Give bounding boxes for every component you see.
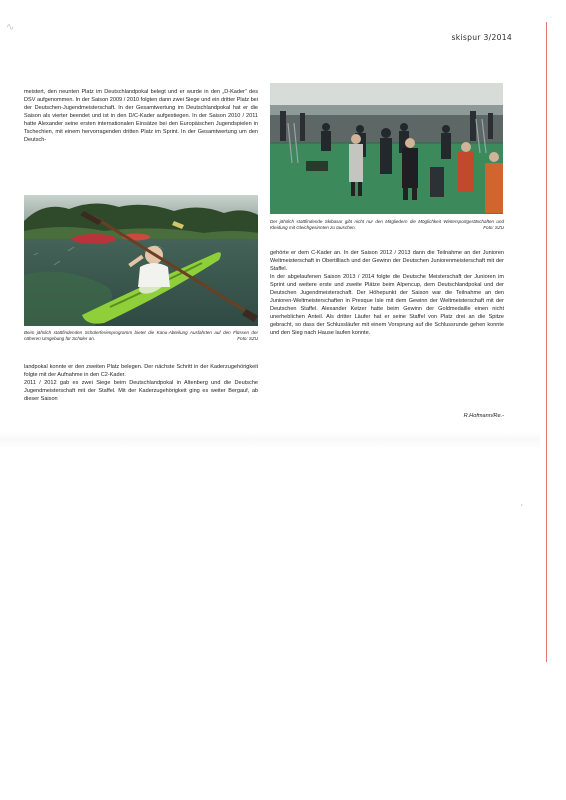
kayak-photo	[24, 195, 258, 326]
photo-credit: Foto: SZU	[237, 336, 258, 342]
article-left-column-bottom	[24, 363, 258, 403]
photo-credit: Foto: SZU	[483, 225, 504, 231]
article-right-column	[270, 249, 504, 338]
article-left-column-top	[24, 88, 258, 144]
author-signature: R.Hofmann/Re.-	[463, 413, 504, 419]
article-paragraph: gehörte er dem C-Kader an. In der Saison 2012 / 2013 dann die Teilnahme an der Junioren Weltmeisterschaft in Obertilliach und der Gewinn der Deutschen Juniorenmeisterschaft mit der Staffel.	[270, 250, 504, 273]
article-paragraph: 2011 / 2012 gab es zwei Siege beim Deutschlandpokal in Altenberg und die Deutsche Jugendmeisterschaft mit der Staffel. Mit der Kaderzugehörigkeit ging es weiter Bergauf, ab dieser Saison	[24, 380, 258, 403]
caption-text: Der jährlich stattfindende Skibasar gibt nicht nur den Mitgliedern die Möglichkeit Wintersportgerätschaften und Kleidung mit Gleichgesinnten zu tauschen.	[270, 219, 504, 231]
page-fold-shadow	[0, 432, 540, 450]
kayak-photo-caption	[24, 330, 258, 342]
ski-bazaar-photo	[270, 83, 503, 214]
corner-smudge-mark: ∿	[6, 22, 15, 33]
margin-line	[546, 22, 547, 662]
article-paragraph: landpokal konnte er den zweiten Platz belegen. Der nächste Schritt in der Kaderzugehörigkeit folgte mit der Aufnahme in den C2-Kader.	[24, 364, 258, 379]
article-paragraph: In der abgelaufenen Saison 2013 / 2014 folgte die Deutsche Meisterschaft der Junioren im Sprint und weitere erste und zweite Plätze beim Alpencup, dem Deutschlandpokal und der Deutschen Jugendmeisterschaft. Der Höhepunkt der Saison war die Teilnahme an den Junioren-Weltmeisterschaften in Presque Isle mit dem Gewinn der Weltmeisterschaft mit der Deutschen Staffel. Alexander Ketzer hatte beim Gewinn der Goldmedaille einen nicht unerheblichen Anteil. Als dritter Läufer hat er seine Staffel von Platz drei an die Spitze gebracht, so dass der Schlussläufer mit einem Vorsprung auf die Schlussrunde gehen konnte und den Sieg nach Hause laufen konnte.	[270, 274, 504, 337]
article-paragraph: meistert, den neunten Platz im Deutschlandpokal belegt und er wurde in den „D-Kader“ des DSV aufgenommen. In der Saison 2009 / 2010 folgten dann zwei Siege und ein dritter Platz bei der Deutschen-Jugendmeisterschaft. In der Gesamtwertung im Deutschlandpokal hat er die Saison als vierter beendet und ist in den D/C-Kader aufgestiegen. In der Saison 2010 / 2011 hatte Alexander seine ersten internationalen Einsätze bei den Europäischen Jugendspielen in Tschechien, mit einem hervorragenden dritten Platz im Sprint. In der Gesamtwertung um den Deutsch-	[24, 89, 258, 144]
magazine-masthead: skispur 3/2014	[451, 33, 512, 42]
caption-text: Beim jährlich stattfindenden Schülerferienprogramm bietet die Kanu-Abteilung Ausfahrten auf den Flüssen der näheren Umgebung für Schüler an.	[24, 330, 258, 342]
ski-bazaar-photo-caption	[270, 219, 504, 231]
scan-speck-mark: ‘	[521, 503, 523, 512]
